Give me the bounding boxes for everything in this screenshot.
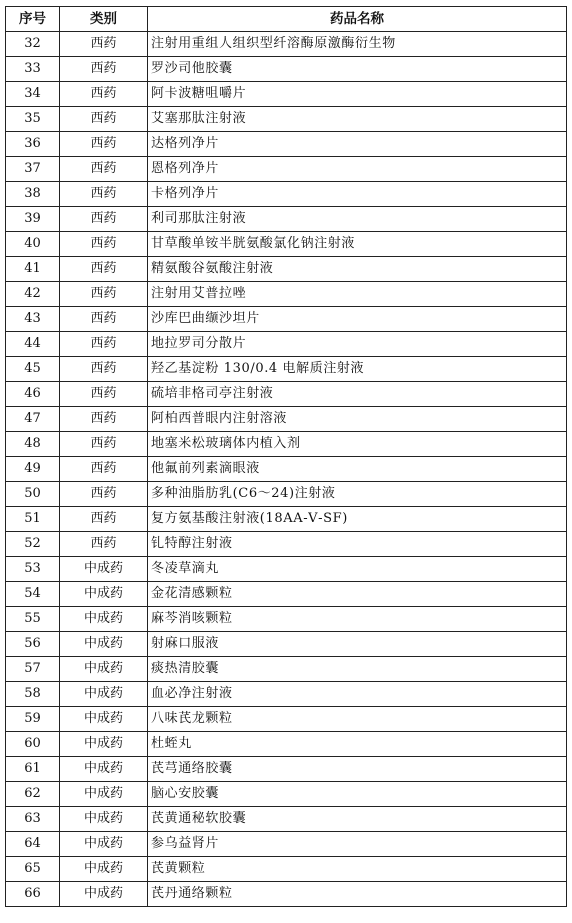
- table-row: [6, 282, 567, 307]
- category-cell: 西药: [60, 457, 148, 482]
- category-cell: 西药: [60, 32, 148, 57]
- drug-name-cell: 八味芪龙颗粒: [148, 707, 567, 732]
- table-row: [6, 532, 567, 557]
- table-row: [6, 607, 567, 632]
- drug-name-cell: 他氟前列素滴眼液: [148, 457, 567, 482]
- serial-number-cell: 39: [6, 207, 60, 232]
- category-cell: 西药: [60, 307, 148, 332]
- serial-number-cell: 50: [6, 482, 60, 507]
- table-row: [6, 157, 567, 182]
- serial-number-cell: 44: [6, 332, 60, 357]
- category-cell: 中成药: [60, 807, 148, 832]
- drug-name-cell: 金花清感颗粒: [148, 582, 567, 607]
- category-cell: 西药: [60, 157, 148, 182]
- table-row: [6, 882, 567, 907]
- table-row: [6, 232, 567, 257]
- drug-name-cell: 达格列净片: [148, 132, 567, 157]
- header-drug-name: 药品名称: [148, 7, 567, 32]
- drug-name-cell: 阿卡波糖咀嚼片: [148, 82, 567, 107]
- serial-number-cell: 45: [6, 357, 60, 382]
- serial-number-cell: 59: [6, 707, 60, 732]
- category-cell: 西药: [60, 257, 148, 282]
- serial-number-cell: 38: [6, 182, 60, 207]
- table-row: [6, 182, 567, 207]
- drug-name-cell: 芪黄通秘软胶囊: [148, 807, 567, 832]
- drug-name-cell: 利司那肽注射液: [148, 207, 567, 232]
- category-cell: 西药: [60, 182, 148, 207]
- category-cell: 中成药: [60, 882, 148, 907]
- category-cell: 中成药: [60, 582, 148, 607]
- table-row: [6, 32, 567, 57]
- serial-number-cell: 58: [6, 682, 60, 707]
- category-cell: 西药: [60, 232, 148, 257]
- drug-name-cell: 麻芩消咳颗粒: [148, 607, 567, 632]
- category-cell: 西药: [60, 132, 148, 157]
- header-category: 类别: [60, 7, 148, 32]
- table-row: [6, 732, 567, 757]
- serial-number-cell: 57: [6, 657, 60, 682]
- category-cell: 西药: [60, 207, 148, 232]
- table-row: [6, 207, 567, 232]
- table-row: [6, 682, 567, 707]
- serial-number-cell: 33: [6, 57, 60, 82]
- serial-number-cell: 42: [6, 282, 60, 307]
- serial-number-cell: 53: [6, 557, 60, 582]
- drug-name-cell: 沙库巴曲缬沙坦片: [148, 307, 567, 332]
- serial-number-cell: 56: [6, 632, 60, 657]
- serial-number-cell: 43: [6, 307, 60, 332]
- drug-name-cell: 射麻口服液: [148, 632, 567, 657]
- serial-number-cell: 66: [6, 882, 60, 907]
- serial-number-cell: 34: [6, 82, 60, 107]
- serial-number-cell: 54: [6, 582, 60, 607]
- serial-number-cell: 49: [6, 457, 60, 482]
- drug-name-cell: 钆特醇注射液: [148, 532, 567, 557]
- serial-number-cell: 36: [6, 132, 60, 157]
- table-row: [6, 832, 567, 857]
- drug-name-cell: 硫培非格司亭注射液: [148, 382, 567, 407]
- drug-name-cell: 杜蛭丸: [148, 732, 567, 757]
- table-row: [6, 307, 567, 332]
- category-cell: 中成药: [60, 757, 148, 782]
- drug-name-cell: 多种油脂肪乳(C6～24)注射液: [148, 482, 567, 507]
- serial-number-cell: 40: [6, 232, 60, 257]
- drug-name-cell: 地塞米松玻璃体内植入剂: [148, 432, 567, 457]
- category-cell: 西药: [60, 482, 148, 507]
- table-row: [6, 807, 567, 832]
- serial-number-cell: 35: [6, 107, 60, 132]
- drug-name-cell: 注射用艾普拉唑: [148, 282, 567, 307]
- drug-name-cell: 甘草酸单铵半胱氨酸氯化钠注射液: [148, 232, 567, 257]
- serial-number-cell: 41: [6, 257, 60, 282]
- category-cell: 西药: [60, 332, 148, 357]
- table-row: [6, 257, 567, 282]
- category-cell: 中成药: [60, 782, 148, 807]
- table-row: [6, 107, 567, 132]
- table-row: [6, 407, 567, 432]
- serial-number-cell: 48: [6, 432, 60, 457]
- drug-name-cell: 注射用重组人组织型纤溶酶原激酶衍生物: [148, 32, 567, 57]
- table-row: [6, 132, 567, 157]
- header-serial-number: 序号: [6, 7, 60, 32]
- table-row: [6, 632, 567, 657]
- category-cell: 中成药: [60, 707, 148, 732]
- table-row: [6, 82, 567, 107]
- drug-name-cell: 血必净注射液: [148, 682, 567, 707]
- serial-number-cell: 51: [6, 507, 60, 532]
- serial-number-cell: 47: [6, 407, 60, 432]
- table-row: [6, 757, 567, 782]
- drug-name-cell: 阿柏西普眼内注射溶液: [148, 407, 567, 432]
- table-row: [6, 482, 567, 507]
- table-row: [6, 557, 567, 582]
- table-row: [6, 657, 567, 682]
- table-body: [6, 32, 567, 907]
- table-row: [6, 357, 567, 382]
- table-row: [6, 57, 567, 82]
- category-cell: 中成药: [60, 657, 148, 682]
- serial-number-cell: 64: [6, 832, 60, 857]
- drug-list-document: [5, 6, 566, 907]
- serial-number-cell: 32: [6, 32, 60, 57]
- drug-name-cell: 芪芎通络胶囊: [148, 757, 567, 782]
- category-cell: 西药: [60, 532, 148, 557]
- drug-name-cell: 芪黄颗粒: [148, 857, 567, 882]
- drug-name-cell: 羟乙基淀粉 130/0.4 电解质注射液: [148, 357, 567, 382]
- serial-number-cell: 60: [6, 732, 60, 757]
- drug-name-cell: 艾塞那肽注射液: [148, 107, 567, 132]
- drug-name-cell: 冬凌草滴丸: [148, 557, 567, 582]
- table-row: [6, 707, 567, 732]
- category-cell: 西药: [60, 507, 148, 532]
- category-cell: 西药: [60, 57, 148, 82]
- category-cell: 西药: [60, 357, 148, 382]
- drug-name-cell: 罗沙司他胶囊: [148, 57, 567, 82]
- table-header-row: [6, 7, 567, 32]
- category-cell: 中成药: [60, 632, 148, 657]
- category-cell: 西药: [60, 382, 148, 407]
- category-cell: 西药: [60, 282, 148, 307]
- serial-number-cell: 61: [6, 757, 60, 782]
- table-row: [6, 857, 567, 882]
- serial-number-cell: 46: [6, 382, 60, 407]
- table-row: [6, 332, 567, 357]
- drug-name-cell: 复方氨基酸注射液(18AA-Ⅴ-SF): [148, 507, 567, 532]
- category-cell: 中成药: [60, 857, 148, 882]
- serial-number-cell: 65: [6, 857, 60, 882]
- drug-name-cell: 参乌益肾片: [148, 832, 567, 857]
- category-cell: 西药: [60, 107, 148, 132]
- category-cell: 中成药: [60, 557, 148, 582]
- drug-table: [5, 6, 567, 907]
- serial-number-cell: 37: [6, 157, 60, 182]
- table-row: [6, 432, 567, 457]
- table-row: [6, 507, 567, 532]
- drug-name-cell: 恩格列净片: [148, 157, 567, 182]
- drug-name-cell: 痰热清胶囊: [148, 657, 567, 682]
- serial-number-cell: 62: [6, 782, 60, 807]
- table-row: [6, 582, 567, 607]
- category-cell: 中成药: [60, 682, 148, 707]
- drug-name-cell: 卡格列净片: [148, 182, 567, 207]
- drug-name-cell: 精氨酸谷氨酸注射液: [148, 257, 567, 282]
- category-cell: 中成药: [60, 607, 148, 632]
- drug-name-cell: 脑心安胶囊: [148, 782, 567, 807]
- table-row: [6, 457, 567, 482]
- category-cell: 西药: [60, 432, 148, 457]
- category-cell: 西药: [60, 407, 148, 432]
- table-row: [6, 782, 567, 807]
- category-cell: 西药: [60, 82, 148, 107]
- serial-number-cell: 52: [6, 532, 60, 557]
- table-row: [6, 382, 567, 407]
- serial-number-cell: 63: [6, 807, 60, 832]
- serial-number-cell: 55: [6, 607, 60, 632]
- drug-name-cell: 芪丹通络颗粒: [148, 882, 567, 907]
- category-cell: 中成药: [60, 832, 148, 857]
- drug-name-cell: 地拉罗司分散片: [148, 332, 567, 357]
- category-cell: 中成药: [60, 732, 148, 757]
